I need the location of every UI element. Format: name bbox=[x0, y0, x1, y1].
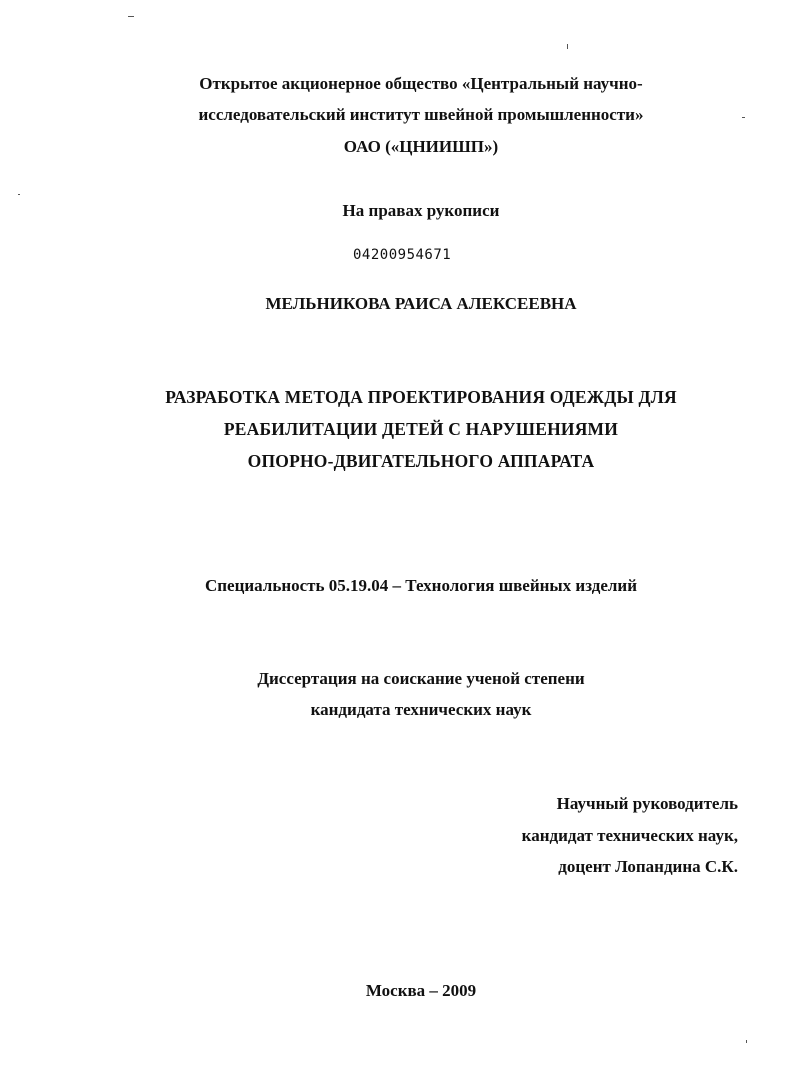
place-year: Москва – 2009 bbox=[365, 981, 477, 1000]
organization-abbreviation: ОАО («ЦНИИШП») bbox=[343, 137, 499, 156]
supervisor-label: Научный руководитель bbox=[556, 794, 738, 813]
supervisor-name: доцент Лопандина С.К. bbox=[558, 857, 738, 876]
thesis-title-line-1: РАЗРАБОТКА МЕТОДА ПРОЕКТИРОВАНИЯ ОДЕЖДЫ ДЛЯ bbox=[165, 387, 677, 407]
scan-speck bbox=[128, 16, 134, 17]
specialty: Специальность 05.19.04 – Технология швейных изделий bbox=[204, 576, 638, 595]
author-name: МЕЛЬНИКОВА РАИСА АЛЕКСЕЕВНА bbox=[265, 294, 577, 313]
manuscript-note: На правах рукописи bbox=[342, 201, 500, 220]
scan-speck bbox=[567, 44, 568, 49]
thesis-title-line-2: РЕАБИЛИТАЦИИ ДЕТЕЙ С НАРУШЕНИЯМИ bbox=[223, 419, 619, 439]
scan-speck bbox=[746, 1040, 747, 1043]
organization-line-1: Открытое акционерное общество «Центральный научно- bbox=[199, 74, 643, 93]
registration-code: 04200954671 bbox=[353, 247, 452, 263]
degree-line-1: Диссертация на соискание ученой степени bbox=[257, 669, 585, 688]
organization-line-2: исследовательский институт швейной промышленности» bbox=[198, 105, 644, 124]
supervisor-degree: кандидат технических наук, bbox=[521, 826, 738, 845]
thesis-title-line-3: ОПОРНО-ДВИГАТЕЛЬНОГО АППАРАТА bbox=[247, 451, 595, 471]
degree-line-2: кандидата технических наук bbox=[310, 700, 532, 719]
scan-speck bbox=[18, 194, 20, 195]
